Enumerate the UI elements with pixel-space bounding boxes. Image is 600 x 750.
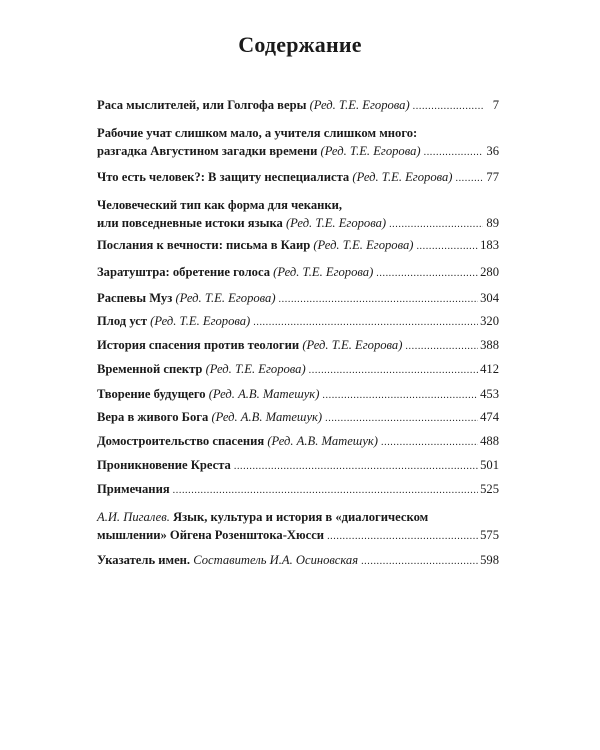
entry-page-number: 598 (480, 553, 499, 567)
toc-entry[interactable] (97, 408, 499, 428)
toc-entry[interactable] (97, 196, 499, 234)
entry-title-line1: Язык, культура и история в «диалогическом (173, 510, 429, 524)
entry-editor: (Ред. Т.Е. Егорова) (352, 170, 453, 184)
entry-title-line1: Человеческий тип как форма для чеканки, (97, 198, 343, 212)
entry-editor: (Ред. Т.Е. Егорова) (175, 291, 276, 305)
entry-editor: (Ред. Т.Е. Егорова) (205, 362, 306, 376)
dot-leader (361, 553, 478, 571)
dot-leader (234, 458, 478, 476)
entry-title: мышлении» Ойгена Розенштока-Хюсси (97, 528, 325, 542)
dot-leader (325, 410, 478, 428)
toc-entry[interactable] (97, 551, 499, 571)
entry-page-number: 89 (486, 216, 499, 230)
entry-title: Заратуштра: обретение голоса (97, 265, 271, 279)
entry-page-number: 36 (486, 144, 499, 158)
toc-entry[interactable] (97, 360, 499, 380)
dot-leader (424, 144, 483, 162)
entry-editor: (Ред. Т.Е. Егорова) (285, 216, 387, 230)
page-title: Содержание (238, 32, 362, 57)
toc-entry[interactable] (97, 480, 499, 500)
entry-title: Примечания (97, 482, 170, 496)
entry-page-number: 474 (480, 410, 499, 424)
toc-entry[interactable] (97, 312, 499, 332)
dot-leader (413, 98, 483, 116)
dot-leader (327, 528, 478, 546)
toc-entry[interactable] (97, 336, 499, 356)
dot-leader (381, 434, 478, 452)
entry-page-number: 7 (492, 98, 499, 112)
entry-page-number: 453 (480, 387, 499, 401)
entry-title: Указатель имен. (97, 553, 191, 567)
entry-title: Послания к вечности: письма в Каир (97, 238, 311, 252)
dot-leader (455, 170, 483, 188)
entry-title: Вера в живого Бога (97, 410, 209, 424)
entry-editor: (Ред. Т.Е. Егорова) (150, 314, 251, 328)
entry-page-number: 412 (480, 362, 499, 376)
entry-page-number: 575 (480, 528, 499, 542)
toc-entry[interactable] (97, 456, 499, 476)
entry-author: А.И. Пигалев. (97, 510, 170, 524)
entry-title: Творение будущего (97, 387, 206, 401)
entry-title: История спасения против теологии (97, 338, 300, 352)
toc-entry[interactable] (97, 385, 499, 405)
dot-leader (309, 362, 478, 380)
entry-page-number: 488 (480, 434, 499, 448)
entry-page-number: 320 (480, 314, 499, 328)
entry-editor: (Ред. Т.Е. Егорова) (273, 265, 374, 279)
dot-leader (253, 314, 478, 332)
entry-title: или повседневные истоки языка (97, 216, 283, 230)
entry-editor: (Ред. Т.Е. Егорова) (313, 238, 414, 252)
dot-leader (376, 265, 478, 283)
entry-title: Домостроительство спасения (97, 434, 265, 448)
toc-entry[interactable] (97, 432, 499, 452)
toc-entry[interactable] (97, 263, 499, 283)
entry-page-number: 388 (480, 338, 499, 352)
toc-entry[interactable] (97, 168, 499, 188)
entry-editor: (Ред. А.В. Матешук) (208, 387, 320, 401)
entry-editor: (Ред. Т.Е. Егорова) (320, 144, 421, 158)
dot-leader (405, 338, 478, 356)
toc-entry[interactable] (97, 289, 499, 309)
dot-leader (173, 482, 478, 500)
entry-page-number: 525 (480, 482, 499, 496)
entry-page-number: 501 (480, 458, 499, 472)
toc-entry[interactable] (97, 236, 499, 256)
entry-title: Временной спектр (97, 362, 203, 376)
entry-page-number: 304 (480, 291, 499, 305)
toc-entry[interactable] (97, 124, 499, 162)
dot-leader (416, 238, 478, 256)
entry-title: разгадка Августином загадки времени (97, 144, 318, 158)
toc-entry[interactable] (97, 96, 499, 116)
entry-title: Что есть человек?: В защиту неспециалиста (97, 170, 350, 184)
entry-editor: (Ред. А.В. Матешук) (211, 410, 323, 424)
entry-title: Раса мыслителей, или Голгофа веры (97, 98, 307, 112)
dot-leader (279, 291, 479, 309)
entry-editor: Составитель И.А. Осиновская (193, 553, 359, 567)
toc-entry[interactable] (97, 508, 499, 546)
entry-title-line1: Рабочие учат слишком мало, а учителя слишком много: (97, 126, 418, 140)
entry-editor: (Ред. Т.Е. Егорова) (309, 98, 410, 112)
entry-title: Плод уст (97, 314, 147, 328)
dot-leader (322, 387, 478, 405)
entry-page-number: 280 (480, 265, 499, 279)
entry-title: Распевы Муз (97, 291, 173, 305)
dot-leader (389, 216, 483, 234)
entry-page-number: 183 (480, 238, 499, 252)
entry-editor: (Ред. А.В. Матешук) (267, 434, 378, 448)
entry-editor: (Ред. Т.Е. Егорова) (302, 338, 403, 352)
entry-page-number: 77 (486, 170, 499, 184)
entry-title: Проникновение Креста (97, 458, 231, 472)
